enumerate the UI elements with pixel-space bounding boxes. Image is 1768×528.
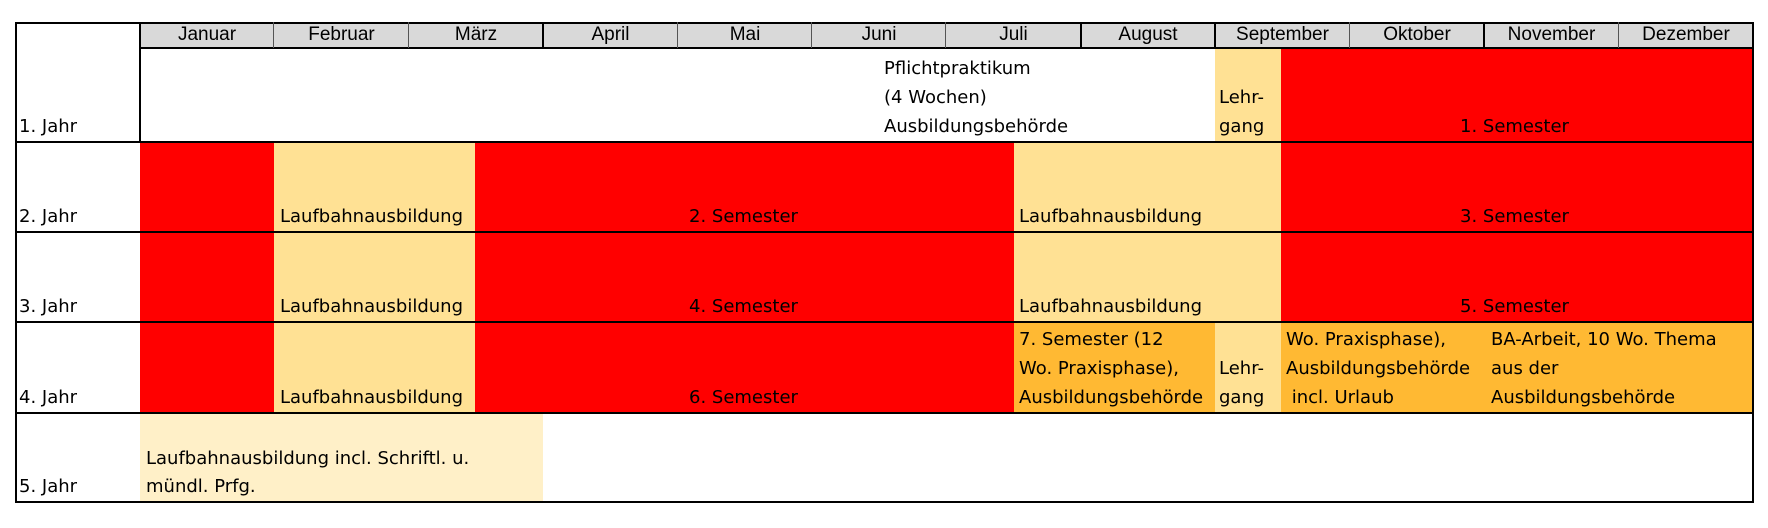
pruefung-line-1: Laufbahnausbildung incl. Schriftl. u. (146, 448, 470, 469)
row-line-3 (15, 321, 1754, 323)
lehrgang-line-2: gang (1219, 116, 1265, 137)
header-sep (1214, 22, 1216, 48)
outer-border-bottom (15, 501, 1754, 503)
header-sep (408, 22, 409, 48)
lehrgang-line-1: Lehr- (1219, 358, 1264, 379)
row-label: 5. Jahr (19, 476, 78, 497)
laufbahn-label-a: Laufbahnausbildung (280, 387, 463, 408)
outer-border-top (15, 22, 1754, 24)
month-header-september: September (1236, 24, 1329, 45)
header-sep (1080, 22, 1082, 48)
month-header-april: April (591, 24, 630, 45)
row-label: 3. Jahr (19, 296, 78, 317)
ba-arbeit-line-3: Ausbildungsbehörde (1491, 387, 1676, 408)
month-header-mai: Mai (729, 24, 761, 45)
semester-label-b: 5. Semester (1460, 296, 1569, 317)
laufbahn-label-a: Laufbahnausbildung (280, 296, 463, 317)
outer-border-left (15, 22, 17, 503)
praxis-a-line-2: Wo. Praxisphase), (1019, 358, 1179, 379)
row-label: 1. Jahr (19, 116, 78, 137)
row-line-1 (15, 141, 1754, 143)
label-column-line (139, 22, 141, 142)
header-sep (542, 22, 544, 48)
month-header-oktober: Oktober (1383, 24, 1451, 45)
ba-arbeit-line-1: BA-Arbeit, 10 Wo. Thema (1491, 329, 1717, 350)
praxis-b-line-1: Wo. Praxisphase), (1286, 329, 1446, 350)
praktikum-line-3: Ausbildungsbehörde (884, 116, 1069, 137)
lehrgang-line-2: gang (1219, 387, 1265, 408)
header-sep (1483, 22, 1485, 48)
month-header-november: November (1507, 24, 1596, 45)
header-sep (677, 22, 678, 48)
month-header-juli: Juli (999, 24, 1028, 45)
header-bottom-line (140, 47, 1753, 49)
semester-block-jan (140, 232, 274, 322)
ba-arbeit-line-2: aus der (1491, 358, 1559, 379)
row-line-4 (15, 412, 1754, 414)
header-sep (273, 22, 274, 48)
pruefung-line-2: mündl. Prfg. (146, 476, 256, 497)
outer-border-right (1752, 22, 1754, 503)
header-sep (1349, 22, 1350, 48)
month-header-maerz: März (454, 24, 498, 45)
semester-label-a: 4. Semester (689, 296, 798, 317)
semester-label-a: 6. Semester (689, 387, 798, 408)
month-header-januar: Januar (177, 24, 237, 45)
semester-label-a: 2. Semester (689, 206, 798, 227)
month-header-august: August (1118, 24, 1178, 45)
praxis-a-line-3: Ausbildungsbehörde (1019, 387, 1204, 408)
praxis-b-line-2: Ausbildungsbehörde (1286, 358, 1471, 379)
praktikum-line-1: Pflichtpraktikum (884, 58, 1031, 79)
lehrgang-line-1: Lehr- (1219, 87, 1264, 108)
row-label: 2. Jahr (19, 206, 78, 227)
header-sep (1618, 22, 1619, 48)
month-header-februar: Februar (308, 24, 375, 45)
praktikum-line-2: (4 Wochen) (884, 87, 987, 108)
semester-label-b: 3. Semester (1460, 206, 1569, 227)
row-label: 4. Jahr (19, 387, 78, 408)
month-header-dezember: Dezember (1642, 24, 1730, 45)
laufbahn-label-a: Laufbahnausbildung (280, 206, 463, 227)
semester-label: 1. Semester (1460, 116, 1569, 137)
month-header-juni: Juni (861, 24, 897, 45)
row-line-2 (15, 231, 1754, 233)
laufbahn-label-b: Laufbahnausbildung (1019, 296, 1202, 317)
semester-block-jan (140, 142, 274, 232)
laufbahn-label-b: Laufbahnausbildung (1019, 206, 1202, 227)
praxis-a-line-1: 7. Semester (12 (1019, 329, 1164, 350)
header-sep (811, 22, 812, 48)
praxis-b-line-3: incl. Urlaub (1286, 387, 1394, 408)
header-sep (945, 22, 946, 48)
semester-block-jan (140, 322, 274, 413)
